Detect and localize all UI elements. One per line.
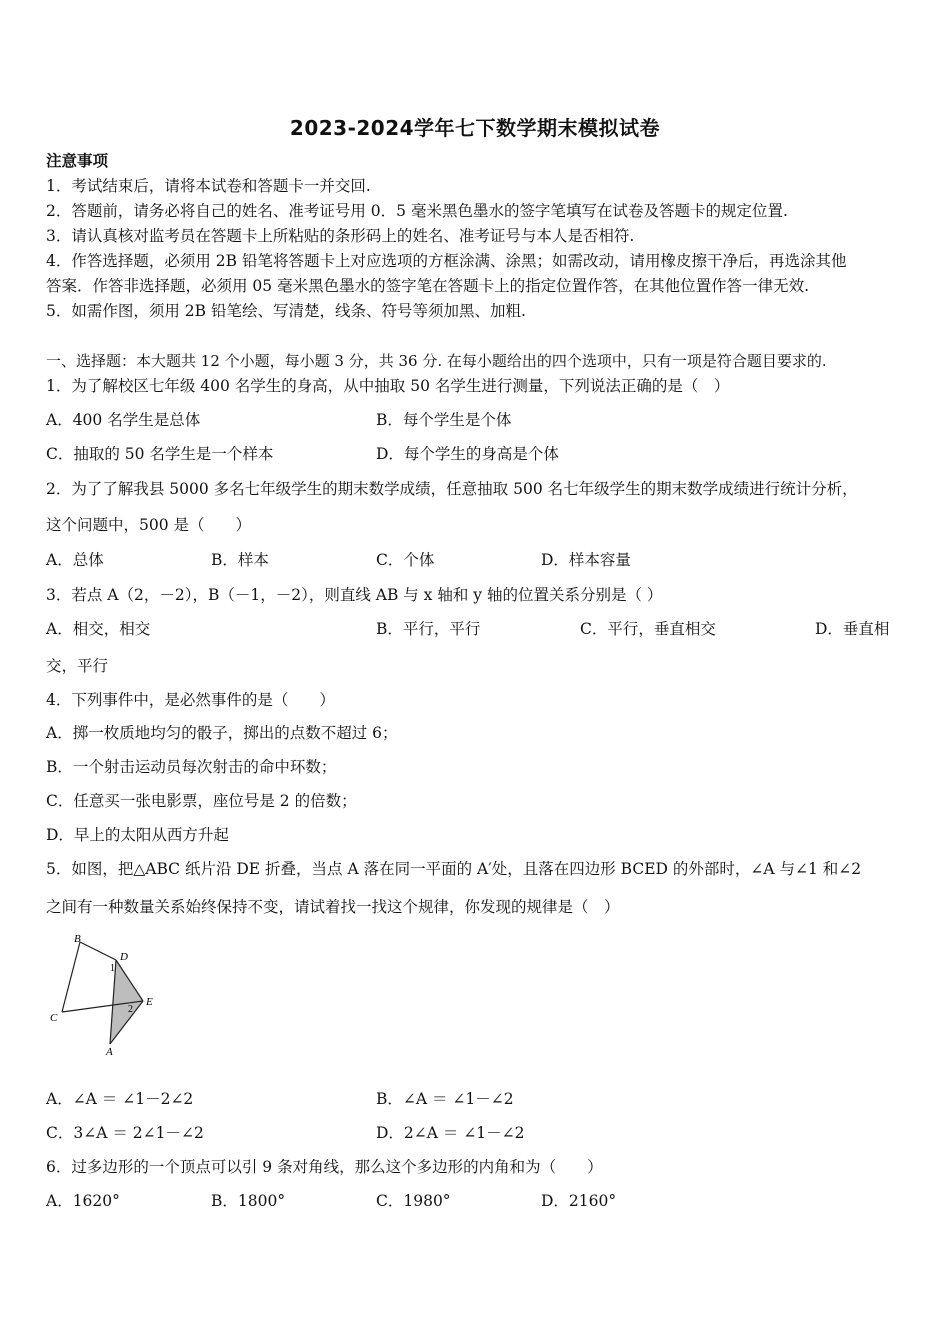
q1-option-d: D．每个学生的身高是个体 <box>376 445 559 463</box>
notice-heading: 注意事项 <box>46 151 109 170</box>
notice-item: 4．作答选择题，必须用 2B 铅笔将答题卡上对应选项的方框涂满、涂黑；如需改动，请用橡皮擦干净后，再选涂其他 <box>46 252 847 270</box>
q3-option-a: A．相交，相交 <box>46 620 151 638</box>
q4-option-d: D．早上的太阳从西方升起 <box>46 826 229 844</box>
label-b: B <box>74 933 81 945</box>
label-e: E <box>146 996 153 1008</box>
q1-option-c: C．抽取的 50 名学生是一个样本 <box>46 445 274 463</box>
q3-option-b: B．平行，平行 <box>376 620 481 638</box>
q3-option-d-cont: 交，平行 <box>46 657 109 675</box>
question-3-stem: 3．若点 A（2，－2），B（－1，－2），则直线 AB 与 x 轴和 y 轴的位置关系分别是（ ） <box>46 586 663 604</box>
q5-option-a: A．∠A ＝ ∠1－2∠2 <box>46 1090 194 1108</box>
segment-bc <box>62 942 80 1012</box>
q6-option-a: A．1620° <box>46 1192 120 1210</box>
label-c: C <box>50 1012 58 1024</box>
question-2-stem-cont: 这个问题中，500 是（ ） <box>46 516 252 534</box>
q1-option-a: A．400 名学生是总体 <box>46 411 201 429</box>
q3-option-d: D．垂直相 <box>815 620 890 638</box>
fold-triangle-figure <box>44 926 174 1062</box>
q2-option-b: B．样本 <box>211 551 269 569</box>
question-1-stem: 1．为了解校区七年级 400 名学生的身高，从中抽取 50 名学生进行测量，下列说法正确的是（ ） <box>46 377 730 395</box>
q4-option-b: B．一个射击运动员每次射击的命中环数； <box>46 758 337 776</box>
q2-option-d: D．样本容量 <box>541 551 631 569</box>
question-4-stem: 4．下列事件中，是必然事件的是（ ） <box>46 691 335 709</box>
q5-option-b: B．∠A ＝ ∠1－∠2 <box>376 1090 514 1108</box>
q2-option-a: A．总体 <box>46 551 104 569</box>
label-angle-2: 2 <box>128 1004 133 1015</box>
question-2-stem: 2．为了了解我县 5000 多名七年级学生的期末数学成绩，任意抽取 500 名七年级学生的期末数学成绩进行统计分析， <box>46 480 858 498</box>
q4-option-c: C．任意买一张电影票，座位号是 2 的倍数； <box>46 792 357 810</box>
q4-option-a: A．掷一枚质地均匀的骰子，掷出的点数不超过 6； <box>46 724 398 742</box>
notice-item: 3．请认真核对监考员在答题卡上所粘贴的条形码上的姓名、准考证号与本人是否相符. <box>46 227 635 245</box>
question-6-stem: 6．过多边形的一个顶点可以引 9 条对角线，那么这个多边形的内角和为（ ） <box>46 1158 603 1176</box>
q6-option-b: B．1800° <box>211 1192 286 1210</box>
question-5-stem: 5．如图，把△ABC 纸片沿 DE 折叠，当点 A 落在同一平面的 A′处，且落在四边形 BCED 的外部时，∠A 与∠1 和∠2 <box>46 860 862 878</box>
q3-option-c: C．平行，垂直相交 <box>580 620 716 638</box>
label-a: A <box>106 1046 113 1058</box>
q5-option-d: D．2∠A ＝ ∠1－∠2 <box>376 1124 525 1142</box>
label-angle-1: 1 <box>110 963 115 974</box>
q6-option-c: C．1980° <box>376 1192 451 1210</box>
question-5-stem-cont: 之间有一种数量关系始终保持不变，请试着找一找这个规律，你发现的规律是（ ） <box>46 898 620 916</box>
q6-option-d: D．2160° <box>541 1192 617 1210</box>
q2-option-c: C．个体 <box>376 551 435 569</box>
segment-bd <box>80 942 116 960</box>
notice-item: 答案．作答非选择题，必须用 05 毫米黑色墨水的签字笔在答题卡上的指定位置作答，在其他位置作答一律无效. <box>46 277 810 295</box>
section-heading: 一、选择题：本大题共 12 个小题，每小题 3 分，共 36 分. 在每小题给出的四个选项中，只有一项是符合题目要求的. <box>46 352 827 370</box>
notice-item: 1．考试结束后，请将本试卷和答题卡一并交回. <box>46 177 371 195</box>
q1-option-b: B．每个学生是个体 <box>376 411 512 429</box>
notice-item: 2．答题前，请务必将自己的姓名、准考证号用 0．5 毫米黑色墨水的签字笔填写在试卷及答题卡的规定位置. <box>46 202 788 220</box>
label-d: D <box>120 951 128 963</box>
q5-option-c: C．3∠A ＝ 2∠1－∠2 <box>46 1124 204 1142</box>
page-title: 2023-2024学年七下数学期末模拟试卷 <box>289 116 661 140</box>
notice-item: 5．如需作图，须用 2B 铅笔绘、写清楚，线条、符号等须加黑、加粗. <box>46 302 526 320</box>
